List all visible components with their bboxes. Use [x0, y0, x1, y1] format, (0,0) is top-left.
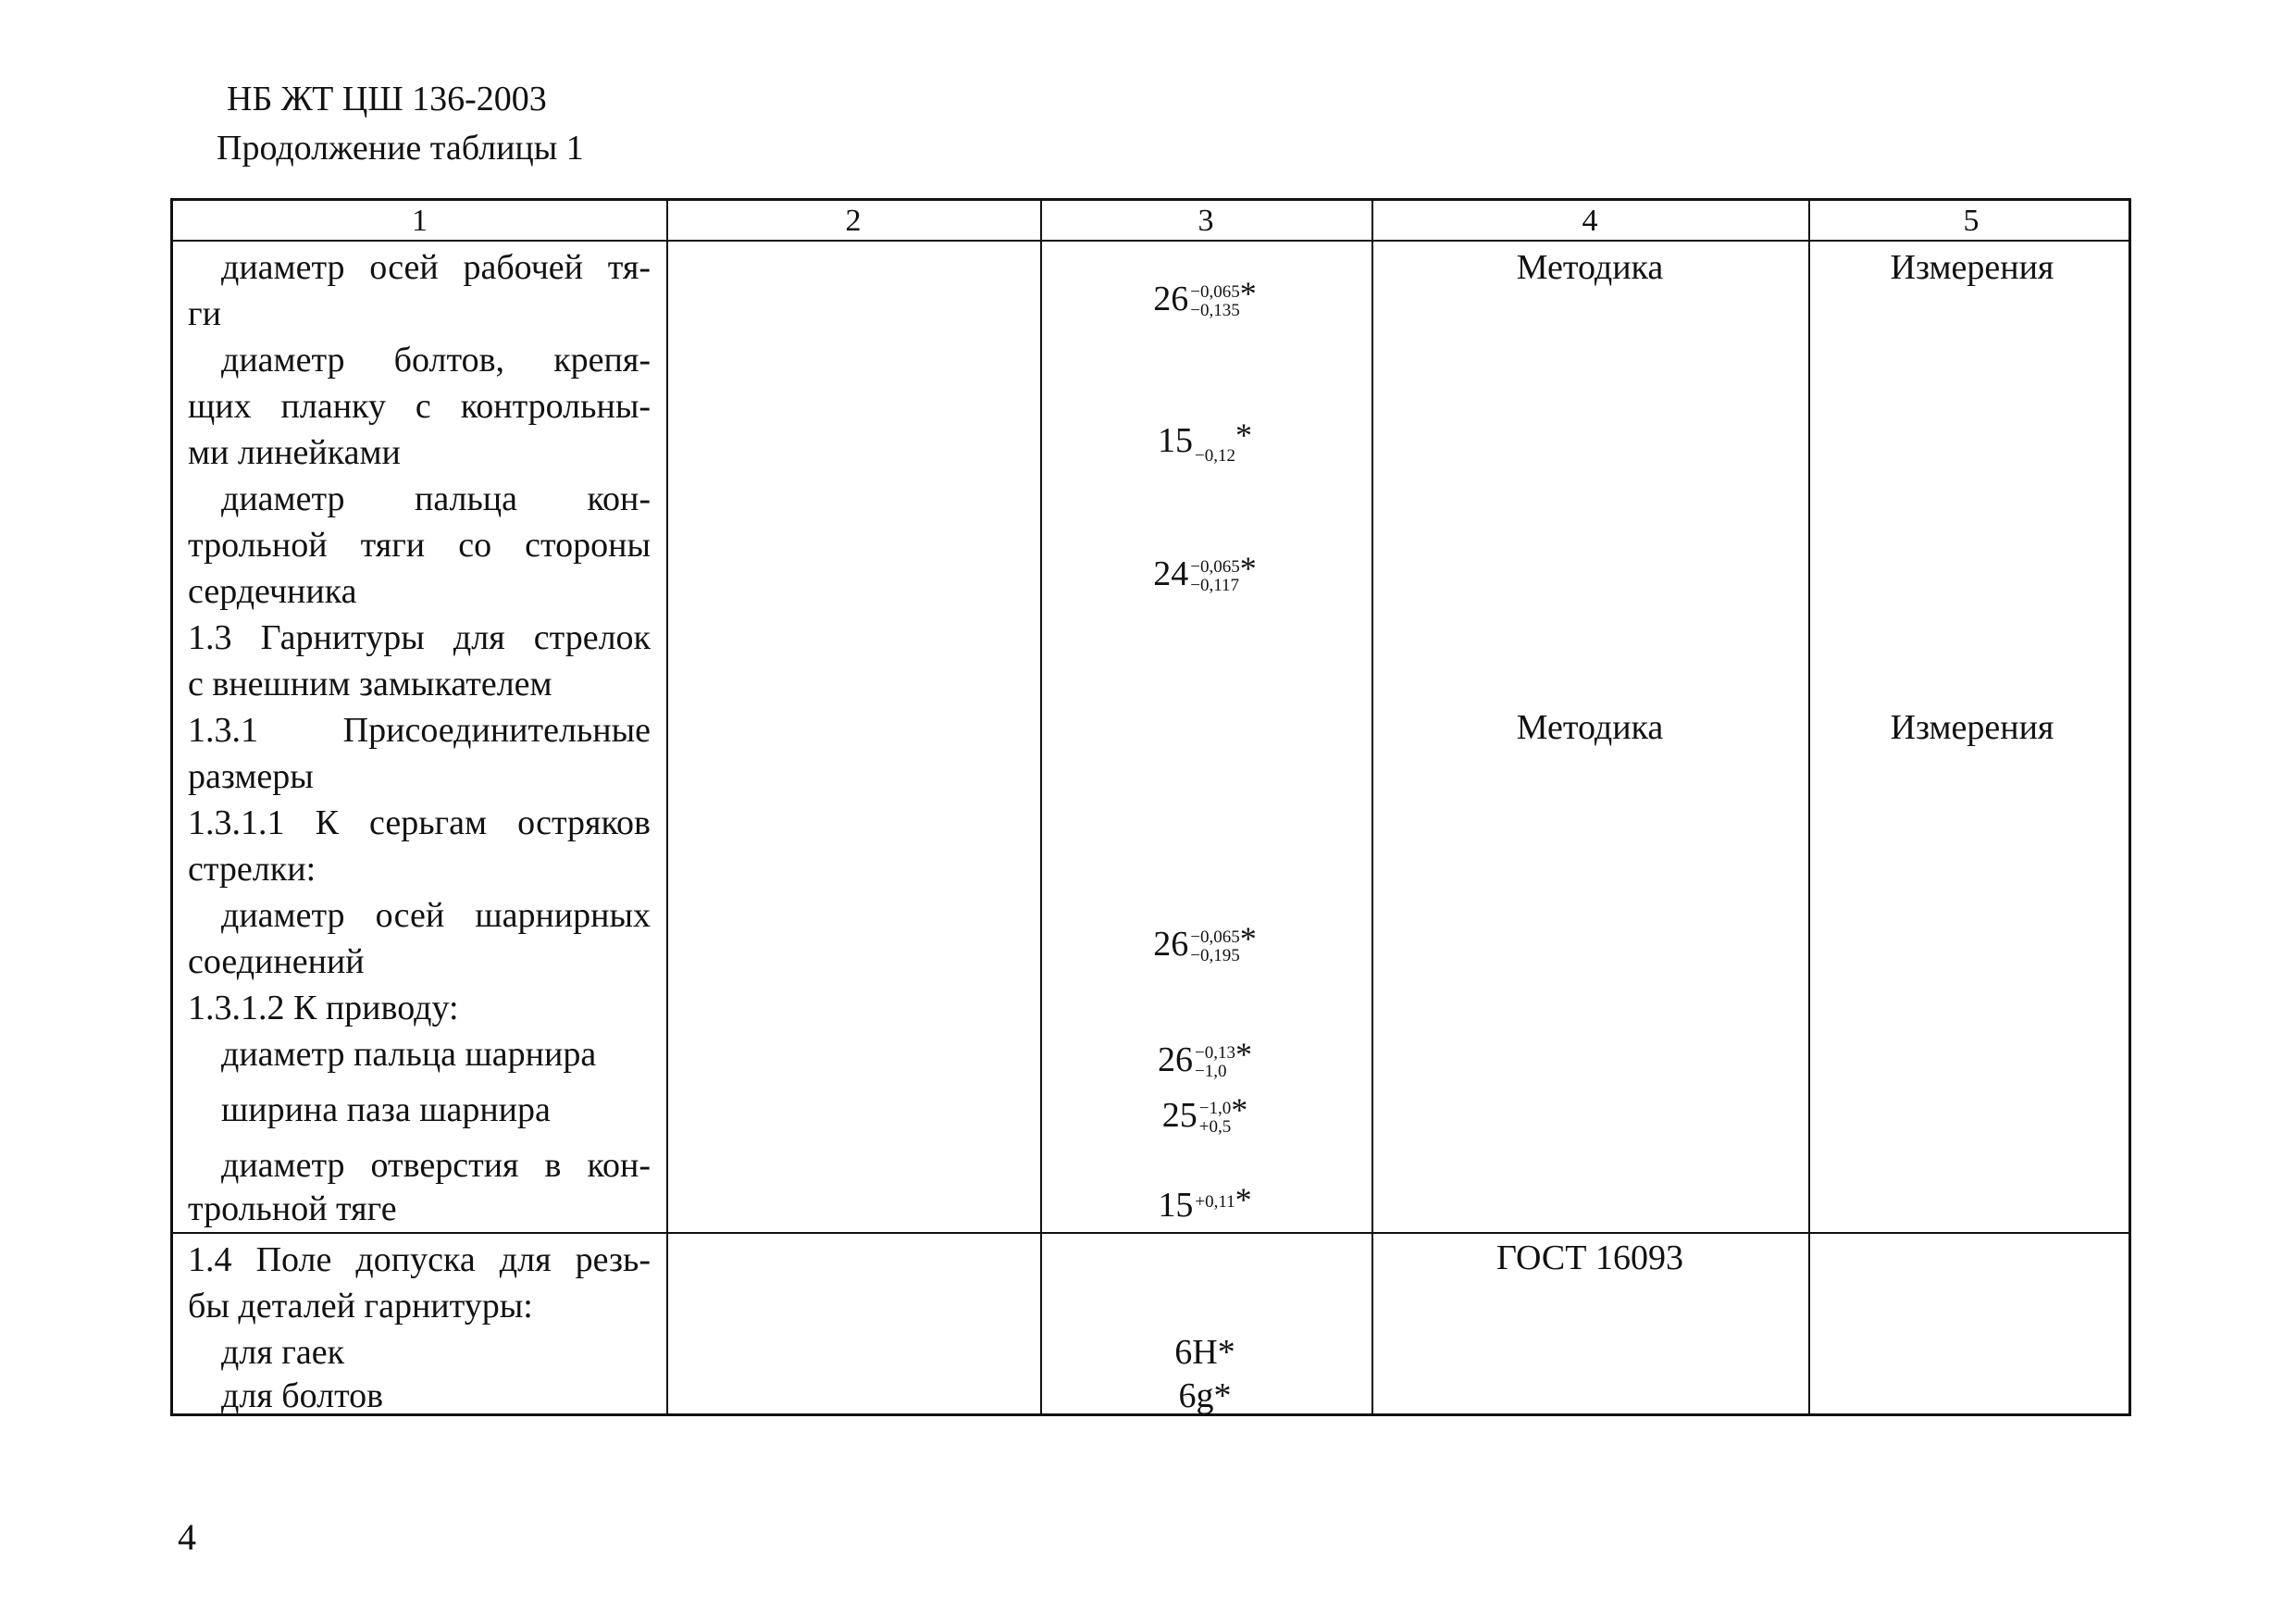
cell-text-line: диаметр осей рабочей тя- [221, 248, 651, 287]
cell-text-line: 1.3.1 Присоединительные [188, 711, 651, 750]
cell-text-line: щих планку с контрольны- [188, 387, 651, 426]
tolerance-value: 26 −0,065 −0,135 * [1153, 275, 1257, 321]
cell-text-line: 1.4 Поле допуска для резь- [188, 1240, 651, 1279]
header-divider [173, 240, 2128, 242]
cell-text-line: 1.3.1.1 К серьгам остряков [188, 803, 651, 842]
column-header-1: 1 [412, 204, 428, 238]
column-header-3: 3 [1198, 204, 1214, 238]
cell-text-line: стрелки: [188, 850, 316, 889]
tolerance-value: 15 −0,12 * [1158, 417, 1252, 466]
tolerance-value: 24 −0,065 −0,117 * [1153, 550, 1257, 596]
cell-text-line: соединений [188, 942, 365, 981]
tolerance-value: 26 −0,065 −0,195 * [1153, 920, 1257, 966]
section-divider [173, 1232, 2128, 1234]
page-number: 4 [178, 1516, 196, 1558]
cell-text-line: сердечника [188, 572, 357, 611]
tolerance-value: 25 −1,0 +0,5 * [1161, 1091, 1248, 1138]
cell-text-line: с внешним замыкателем [188, 665, 552, 703]
column-header-4: 4 [1582, 204, 1598, 238]
cell-text-line: диаметр пальца кон- [221, 479, 651, 518]
cell-text-line: диаметр пальца шарнира [221, 1035, 597, 1074]
cell-text-line: 1.3 Гарнитуры для стрелок [188, 618, 651, 657]
cell-text-line: трольной тяге [188, 1189, 397, 1228]
method-cell: Методика [1516, 708, 1664, 747]
cell-text-line: 1.3.1.2 К приводу: [188, 989, 459, 1027]
thread-tolerance-value: 6g* [1178, 1376, 1232, 1415]
tolerance-value: 15 +0,11 * [1158, 1181, 1252, 1225]
specification-table [170, 198, 2131, 1416]
column-header-5: 5 [1963, 204, 1980, 238]
thread-tolerance-value: 6H* [1174, 1333, 1235, 1372]
cell-text-line: бы деталей гарнитуры: [188, 1287, 533, 1326]
document-code: НБ ЖТ ЦШ 136-2003 [227, 80, 547, 118]
tolerance-value: 26 −0,13 −1,0 * [1158, 1036, 1252, 1082]
cell-text-line: диаметр осей шарнирных [221, 896, 651, 935]
cell-text-line: для гаек [221, 1333, 345, 1372]
control-cell: Измерения [1890, 248, 2054, 287]
method-cell: ГОСТ 16093 [1496, 1238, 1683, 1277]
method-cell: Методика [1516, 248, 1664, 287]
cell-text-line: размеры [188, 757, 314, 796]
column-header-2: 2 [845, 204, 862, 238]
control-cell: Измерения [1890, 708, 2054, 747]
cell-text-line: трольной тяги со стороны [188, 526, 651, 565]
cell-text-line: ми линейками [188, 433, 401, 472]
cell-text-line: диаметр отверстия в кон- [221, 1146, 651, 1185]
cell-text-line: ги [188, 294, 221, 333]
cell-text-line: для болтов [221, 1376, 384, 1415]
table-continuation-caption: Продолжение таблицы 1 [217, 129, 584, 168]
cell-text-line: ширина паза шарнира [221, 1090, 551, 1129]
cell-text-line: диаметр болтов, крепя- [221, 341, 651, 380]
